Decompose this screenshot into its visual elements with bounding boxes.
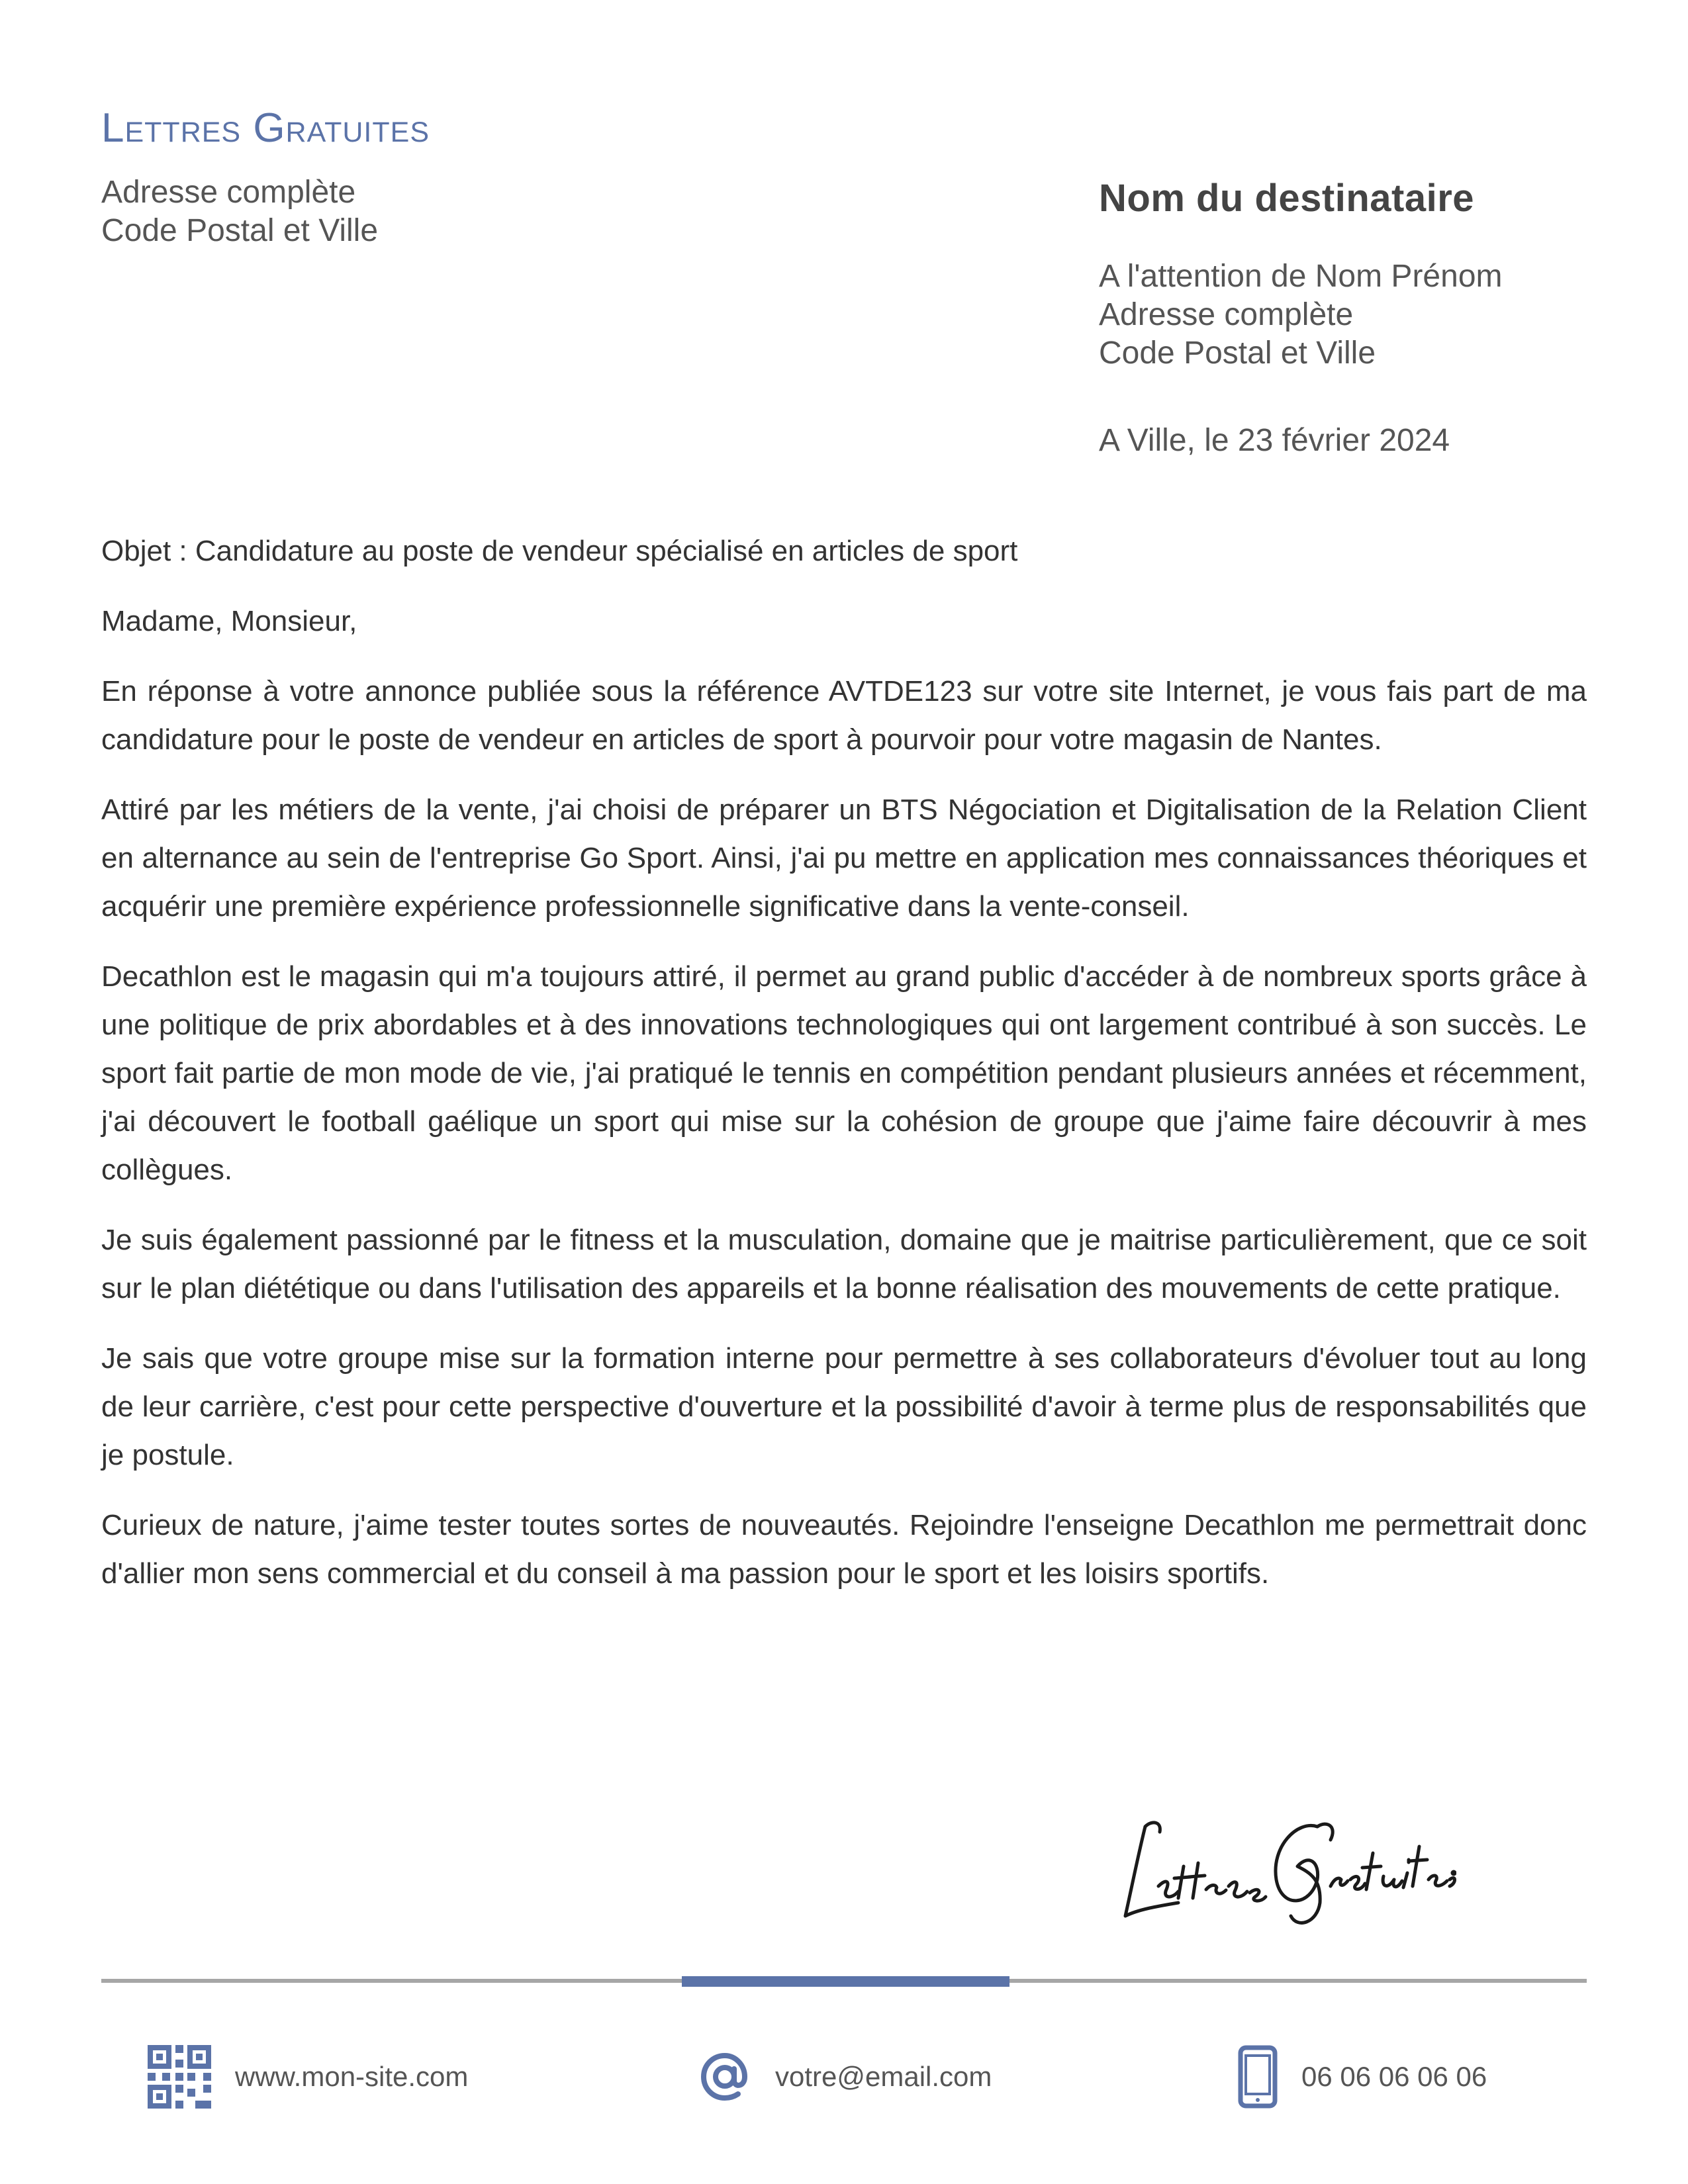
footer-phone [1238,2044,1487,2110]
email-text[interactable]: votre@email.com [775,2061,992,2092]
letter-paragraph: Decathlon est le magasin qui m'a toujours attiré, il permet au grand public d'accéder à de nombreux sports grâce à une politique de prix abordables et à des innovations technologiques qui ont largement contribué à son succès. Le sport fait partie de mon mode de vie, j'ai pratiqué le tennis en compétition pendant plusieurs années et récemment, j'ai découvert le football gaélique un sport qui mise sur la cohésion de groupe que j'aime faire découvrir à mes collègues. [101,960,1587,1186]
letter-paragraph: En réponse à votre annonce publiée sous la référence AVTDE123 sur votre site Internet, je vous fais part de ma candidature pour le poste de vendeur en articles de sport à pourvoir pour votre magasin de Nantes. [101,675,1587,756]
brand-title: Lettres Gratuites [101,105,430,151]
letter-date: A Ville, le 23 février 2024 [1099,423,1450,458]
letter-paragraph: Curieux de nature, j'aime tester toutes sortes de nouveautés. Rejoindre l'enseigne Decathlon me permettrait donc d'allier mon sens commercial et du conseil à ma passion pour le sport et les loisirs sportifs. [101,1509,1587,1590]
letter-paragraph: Je sais que votre groupe mise sur la formation interne pour permettre à ses collaborateurs d'évoluer tout au long de leur carrière, c'est pour cette perspective d'ouverture et la possibilité d'avoir à terme plus de responsabilités que je postule. [101,1342,1587,1471]
sender-address: Adresse complète [101,175,356,210]
recipient-address: Adresse complète [1099,297,1354,332]
qr-code-icon [148,2045,211,2109]
letter-subject: Objet : Candidature au poste de vendeur spécialisé en articles de sport [101,535,1018,567]
mobile-phone-icon [1238,2045,1278,2109]
footer-divider-accent [682,1976,1009,1987]
recipient-block [1099,176,1628,373]
at-sign-icon [698,2050,751,2103]
recipient-city: Code Postal et Ville [1099,336,1376,371]
website-text[interactable]: www.mon-site.com [235,2061,469,2092]
letter-salutation: Madame, Monsieur, [101,605,357,637]
recipient-attention: A l'attention de Nom Prénom [1099,259,1503,294]
letter-paragraph: Je suis également passionné par le fitness et la musculation, domaine que je maitrise particulièrement, que ce soit sur le plan diététique ou dans l'utilisation des appareils et la bonne réalisation des mouvements de cette pratique. [101,1224,1587,1304]
footer-website [148,2044,468,2110]
sender-block [101,173,378,250]
footer-email [698,2044,992,2110]
letter-paragraph: Attiré par les métiers de la vente, j'ai choisi de préparer un BTS Négociation et Digitalisation de la Relation Client en alternance au sein de l'entreprise Go Sport. Ainsi, j'ai pu mettre en application mes connaissances théoriques et acquérir une première expérience professionnelle significative dans la vente-conseil. [101,794,1587,923]
signature-image [1099,1780,1456,1939]
sender-city: Code Postal et Ville [101,213,379,248]
letter-body [101,527,1587,1619]
recipient-name: Nom du destinataire [1099,177,1475,220]
phone-text[interactable]: 06 06 06 06 06 [1301,2061,1487,2092]
